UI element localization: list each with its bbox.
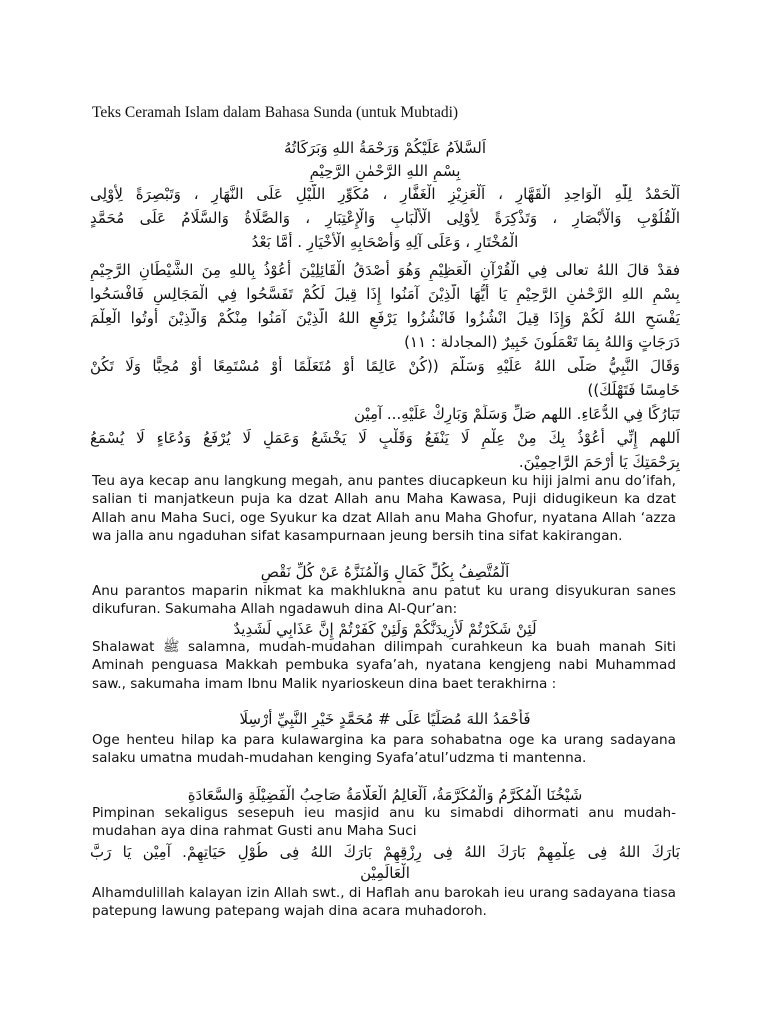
- shalawat-word: Shalawat: [92, 639, 155, 655]
- arabic-quran-line-4: دَرَجَاتٍ وَاللهُ بِمَا تَعْمَلُونَ خَبِيرٌ (المجادلة : ١١): [404, 333, 680, 351]
- paragraph-haflah: Alhamdulillah kalayan izin Allah swt., di Haflah anu barokah ieu urang sadayana tiasa patepung lawung patepang wajah dina acara muhadoroh.: [92, 885, 676, 920]
- arabic-barakallah-line-2: الْعَالَمِيْن: [360, 864, 410, 882]
- arabic-barakallah-line-1: بَارَكَ اللهُ فِى عِلْمِهِمْ بَارَكَ اللهُ فِى رِزْقِهِمْ بَارَكَ اللهُ فِى طُوْلِ حَيَاتِهِمْ. آمِيْن يَا رَبَّ: [90, 843, 680, 861]
- shalawat-text: salamna, mudah-mudahan dilimpah curahkeun ka buah manah Siti Aminah penguasa Makkah pembuka syafa’ah, nyatana kengjeng nabi Muhammad saw., sakumaha imam Ibnu Malik nyarioskeun dina baet terakhirna :: [92, 639, 676, 692]
- paragraph-pujian: Teu aya kecap anu langkung megah, anu pantes diucapkeun ku hiji jalmi anu do’ifah, salian ti manjatkeun puja ka dzat Allah anu Maha Kawasa, Puji didugikeun ka dzat Allah anu Maha Suci, oge Syukur ka dzat Allah anu Maha Ghofur, nyatana Allah ‘azza wa jalla anu ngaduhan sifat kasampurnaan jeung bersih tina sifat kakirangan.: [92, 473, 676, 545]
- arabic-hadith-line-2: خَامِسًا فَتَهْلَكَ)): [587, 381, 680, 399]
- saw-symbol: ﷺ: [163, 639, 180, 655]
- arabic-basmalah: بِسْمِ اللهِ الرَّحْمٰنِ الرَّحِيْمِ: [309, 162, 461, 180]
- arabic-quran-line-3: يَفْسَحِ اللهُ لَكُمْ وَإِذَا قِيلَ انْشُزُوا فَانْشُزُوا يَرْفَعِ اللهُ الَّذِيْنَ آمَنُوا مِنْكُمْ وَالَّذِيْنَ أُوتُوا الْعِلْمَ: [90, 309, 680, 327]
- arabic-doa-line-1: تَبَارُكًا فِي الدُّعَاءِ. اللهم صَلِّ وَسَلِّمْ وَبَارِكْ عَلَيْهِ... آمِيْن: [354, 405, 680, 423]
- arabic-ayat-syukur: لَئِنْ شَكَرْتُمْ لَأَزِيدَنَّكُمْ وَلَئِنْ كَفَرْتُمْ إِنَّ عَذَابِي لَشَدِيدٌ: [233, 620, 537, 638]
- arabic-hamdalah-line-2: الْقُلُوْبِ وَالْأَبْصَارِ ، وَتَذْكِرَةً لِأُوْلِى الْأَلْبَابِ وَالْإِعْتِبَارِ ، وَالصَّلَاةُ وَالسَّلَامُ عَلَى مُحَمَّدٍ: [90, 209, 680, 227]
- arabic-quran-line-1: فقدْ قالَ اللهُ تعالى فِي الْقُرْآنِ الْعَظِيْمِ وَهُوَ أَصْدَقُ الْقَائِلِيْنَ أَعُوْذُ بِاللهِ مِنَ الشَّيْطَانِ الرَّجِيْمِ: [90, 261, 680, 279]
- paragraph-nikmat: Anu parantos maparin nikmat ka makhlukna anu patut ku urang disyukuran sanes dikufuran. Sakumaha Allah ngadawuh dina Al-Qur’an:: [92, 583, 676, 618]
- document-title: Teks Ceramah Islam dalam Bahasa Sunda (untuk Mubtadi): [92, 104, 459, 121]
- paragraph-kulawarga: Oge henteu hilap ka para kulawargina ka para sohabatna oge ka urang sadayana salaku umatna mudah-mudahan kenging Syafa’atul’udzma ti mantenna.: [92, 732, 676, 767]
- arabic-hamdalah-line-3: الْمُخْتَارِ ، وَعَلَى آلِهِ وَأَصْحَابِهِ الْأَخْيَارِ . أَمَّا بَعْدُ: [251, 233, 519, 251]
- arabic-hadith-line-1: وَقَالَ النَّبِيُّ صَلَّى اللهُ عَلَيْهِ وَسَلَّمَ ((كُنْ عَالِمًا أَوْ مُتَعَلِّمًا أَوْ مُسْتَمِعًا أَوْ مُحِبًّا وَلَا تَكُنْ: [90, 357, 680, 375]
- arabic-muttashif: اَلْمُتَّصِفُ بِكُلِّ كَمَالٍ وَالْمُنَزَّهُ عَنْ كُلِّ نَقْصٍ: [260, 563, 510, 581]
- arabic-syaikhuna: شَيْخُنَا الْمُكَرَّمُ وَالْمُكَرَّمَةُ، اَلْعَالِمُ الْعَلَّامَةُ صَاحِبُ الْفَضِيْلَةِ وَالسَّعَادَةِ: [187, 786, 583, 804]
- arabic-hamdalah-line-1: اَلْحَمْدُ لِلّٰهِ الْوَاحِدِ الْقَهَّارِ ، اَلْعَزِيْزِ الْغَفَّارِ ، مُكَوِّرِ اللَّيْلِ عَلَى النَّهَارِ ، وَتَبْصِرَةً لِأُوْلِى: [90, 185, 680, 203]
- paragraph-pimpinan: Pimpinan sekaligus sesepuh ieu masjid anu ku simabdi dihormati anu mudah-mudahan aya dina rahmat Gusti anu Maha Suci: [92, 805, 676, 840]
- arabic-doa-line-2: اَللهم إِنِّي أَعُوْذُ بِكَ مِنْ عِلْمٍ لَا يَنْفَعُ وَقَلْبٍ لَا يَخْشَعُ وَعَمَلٍ لَا يُرْفَعُ وَدُعَاءٍ لَا يُسْمَعُ: [90, 429, 680, 447]
- arabic-salam: اَلسَّلاَمُ عَلَيْكُمْ وَرَحْمَةُ اللهِ وَبَرَكَاتُهُ: [284, 139, 486, 157]
- arabic-ibnu-malik: فَأَحْمَدُ اللهَ مُصَلِّيًا عَلَى # مُحَمَّدٍ خَيْرِ النَّبِيِّ أُرْسِلَا: [239, 710, 531, 728]
- arabic-quran-line-2: بِسْمِ اللهِ الرَّحْمٰنِ الرَّحِيْمِ يَا أَيُّهَا الَّذِيْنَ آمَنُوا إِذَا قِيلَ لَكُمْ تَفَسَّحُوا فِي الْمَجَالِسِ فَافْسَحُوا: [90, 285, 680, 303]
- paragraph-shalawat: [92, 638, 676, 693]
- arabic-doa-line-3: بِرَحْمَتِكَ يَا أَرْحَمَ الرَّاحِمِيْنَ.: [518, 453, 680, 471]
